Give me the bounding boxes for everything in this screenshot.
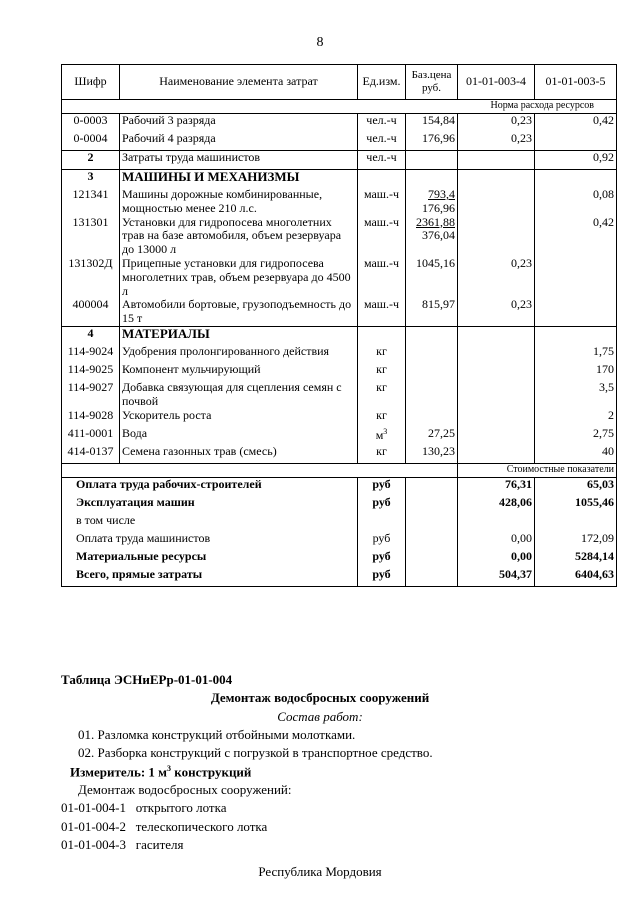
row-name: Машины дорожные комбинированные, мощностью менее 210 л.с.: [120, 188, 358, 216]
cost-empty: [406, 532, 458, 550]
header-col2: 01-01-003-5: [535, 65, 617, 100]
row-col1: [458, 409, 535, 427]
section-norm-label: Норма расхода ресурсов: [62, 100, 617, 114]
row-code: 411-0001: [62, 427, 120, 445]
row-price: [406, 409, 458, 427]
row-col2: 0,42: [535, 216, 617, 257]
row-price: [406, 151, 458, 170]
row-code: 131301: [62, 216, 120, 257]
cost-col1: 0,00: [458, 550, 535, 568]
row-unit: кг: [358, 445, 406, 464]
cost-col2: [535, 514, 617, 532]
row-price: [406, 170, 458, 189]
table-row: [62, 257, 617, 298]
table-row: [62, 345, 617, 363]
row-col2: [535, 132, 617, 151]
cost-row: [62, 496, 617, 514]
row-col2: 40: [535, 445, 617, 464]
header-unit: Ед.изм.: [358, 65, 406, 100]
header-name: Наименование элемента затрат: [120, 65, 358, 100]
table-row: [62, 151, 617, 170]
row-col1: [458, 381, 535, 409]
row-col1: [458, 445, 535, 464]
row-col2: 0,92: [535, 151, 617, 170]
work-step-2: 02. Разборка конструкций с погрузкой в транспортное средство.: [78, 745, 433, 760]
doc-title: Демонтаж водосбросных сооружений: [210, 690, 430, 705]
row-col1: 0,23: [458, 257, 535, 298]
row-name: Прицепные установки для гидропосева многолетних трав, объем резервуара до 4500 л: [120, 257, 358, 298]
row-col1: 0,23: [458, 114, 535, 133]
work-step-1: 01. Разломка конструкций отбойными молотками.: [78, 727, 356, 742]
item-1-code: 01-01-004-1: [61, 800, 126, 815]
cost-row: [62, 568, 617, 587]
row-unit: $м^3$: [358, 427, 406, 445]
row-price: [406, 363, 458, 381]
cost-col2: 1055,46: [535, 496, 617, 514]
table-row: [62, 132, 617, 151]
measure-suffix: конструкций: [171, 764, 252, 780]
row-col1: 0,23: [458, 132, 535, 151]
row-unit: кг: [358, 409, 406, 427]
cost-col1: 0,00: [458, 532, 535, 550]
row-name: Автомобили бортовые, грузоподъемность до 15 т: [120, 298, 358, 326]
section-cost-label: Стоимостные показатели: [458, 463, 617, 477]
cost-empty: [406, 514, 458, 532]
row-unit: кг: [358, 345, 406, 363]
row-price: 2361,88 376,04: [406, 216, 458, 257]
cost-row: [62, 514, 617, 532]
item-2: [61, 819, 267, 835]
row-name: Затраты труда машинистов: [120, 151, 358, 170]
row-price: 27,25: [406, 427, 458, 445]
item-3-code: 01-01-004-3: [61, 837, 126, 852]
cost-col2: 65,03: [535, 477, 617, 496]
cost-col2: 5284,14: [535, 550, 617, 568]
row-price: 130,23: [406, 445, 458, 464]
table-row: [62, 114, 617, 133]
row-col2: 1,75: [535, 345, 617, 363]
row-name: МАШИНЫ И МЕХАНИЗМЫ: [120, 170, 358, 189]
cost-name: в том числе: [62, 514, 358, 532]
row-code: 114-9027: [62, 381, 120, 409]
row-col1: [458, 188, 535, 216]
header-col1: 01-01-003-4: [458, 65, 535, 100]
cost-col2: 6404,63: [535, 568, 617, 587]
cost-col2: 172,09: [535, 532, 617, 550]
cost-empty: [406, 477, 458, 496]
row-code: 2: [62, 151, 120, 170]
row-code: 114-9024: [62, 345, 120, 363]
footer-region: Республика Мордовия: [258, 864, 382, 879]
header-price: Баз.цена руб.: [406, 65, 458, 100]
row-unit: [358, 326, 406, 345]
cost-col1: 504,37: [458, 568, 535, 587]
item-1: [61, 800, 226, 816]
measure-prefix: Измеритель: 1 м: [70, 764, 168, 780]
row-unit: кг: [358, 381, 406, 409]
item-2-code: 01-01-004-2: [61, 819, 126, 834]
table-row: [62, 216, 617, 257]
row-price: [406, 326, 458, 345]
measure-sup: 3: [167, 764, 172, 773]
cost-col1: 428,06: [458, 496, 535, 514]
item-2-label: телескопического лотка: [135, 819, 268, 834]
row-code: 114-9025: [62, 363, 120, 381]
table-row: [62, 170, 617, 189]
row-price: 793,4 176,96: [406, 188, 458, 216]
row-col1: [458, 170, 535, 189]
row-col2: 2,75: [535, 427, 617, 445]
cost-unit: руб: [358, 550, 406, 568]
row-name: Рабочий 4 разряда: [120, 132, 358, 151]
row-price: 176,96: [406, 132, 458, 151]
cost-unit: руб: [358, 532, 406, 550]
cost-name: Всего, прямые затраты: [62, 568, 358, 587]
row-unit: маш.-ч: [358, 298, 406, 326]
cost-unit: руб: [358, 477, 406, 496]
cost-name: Оплата труда машинистов: [62, 532, 358, 550]
cost-row: [62, 532, 617, 550]
resource-table: [61, 64, 617, 587]
row-col2: 0,08: [535, 188, 617, 216]
row-col1: 0,23: [458, 298, 535, 326]
page-number: 8: [316, 35, 324, 50]
row-code: 400004: [62, 298, 120, 326]
item-1-label: открытого лотка: [135, 800, 227, 815]
table-row: [62, 409, 617, 427]
row-name: Ускоритель роста: [120, 409, 358, 427]
table-row: [62, 363, 617, 381]
doc-subtitle: Состав работ:: [277, 709, 363, 724]
item-3-label: гасителя: [135, 837, 184, 852]
cost-unit: руб: [358, 496, 406, 514]
row-col1: [458, 427, 535, 445]
row-unit: маш.-ч: [358, 216, 406, 257]
row-col1: [458, 216, 535, 257]
table-label: Таблица ЭСНиЕРр-01-01-004: [61, 672, 233, 687]
row-unit: маш.-ч: [358, 257, 406, 298]
row-name: Семена газонных трав (смесь): [120, 445, 358, 464]
section-cost-row: [62, 463, 617, 477]
row-name: МАТЕРИАЛЫ: [120, 326, 358, 345]
row-price: 815,97: [406, 298, 458, 326]
row-code: 3: [62, 170, 120, 189]
cost-empty: [406, 550, 458, 568]
cost-name: Материальные ресурсы: [62, 550, 358, 568]
row-unit: [358, 170, 406, 189]
row-code: 414-0137: [62, 445, 120, 464]
row-code: 4: [62, 326, 120, 345]
table-row: [62, 445, 617, 464]
row-code: 131302Д: [62, 257, 120, 298]
item-3: [61, 837, 184, 853]
row-unit: маш.-ч: [358, 188, 406, 216]
cost-col1: [458, 514, 535, 532]
cost-unit: [358, 514, 406, 532]
row-name: Удобрения пролонгированного действия: [120, 345, 358, 363]
row-unit: чел.-ч: [358, 114, 406, 133]
row-name: Компонент мульчирующий: [120, 363, 358, 381]
row-unit: чел.-ч: [358, 132, 406, 151]
cost-col1: 76,31: [458, 477, 535, 496]
row-col2: [535, 257, 617, 298]
row-code: 114-9028: [62, 409, 120, 427]
table-row: [62, 381, 617, 409]
row-code: 0-0004: [62, 132, 120, 151]
row-name: Вода: [120, 427, 358, 445]
table-row: [62, 326, 617, 345]
row-unit: кг: [358, 363, 406, 381]
header-code: Шифр: [62, 65, 120, 100]
row-code: 121341: [62, 188, 120, 216]
row-col2: [535, 326, 617, 345]
row-col1: [458, 151, 535, 170]
row-col2: [535, 298, 617, 326]
measure-unit: [70, 764, 251, 780]
row-col1: [458, 363, 535, 381]
row-price: [406, 381, 458, 409]
row-col1: [458, 326, 535, 345]
row-price: 1045,16: [406, 257, 458, 298]
table-row: [62, 427, 617, 445]
items-intro: Демонтаж водосбросных сооружений:: [78, 782, 292, 797]
row-col2: 170: [535, 363, 617, 381]
table-row: [62, 188, 617, 216]
table-row: [62, 298, 617, 326]
cost-empty: [406, 568, 458, 587]
row-price: 154,84: [406, 114, 458, 133]
table-header: [62, 65, 617, 100]
cost-row: [62, 550, 617, 568]
row-col2: 0,42: [535, 114, 617, 133]
row-name: Установки для гидропосева многолетних трав на базе автомобиля, объем резервуара до 13000 л: [120, 216, 358, 257]
row-name: Рабочий 3 разряда: [120, 114, 358, 133]
cost-name: Эксплуатация машин: [62, 496, 358, 514]
row-col2: 2: [535, 409, 617, 427]
row-col2: [535, 170, 617, 189]
row-code: 0-0003: [62, 114, 120, 133]
cost-empty: [406, 496, 458, 514]
cost-name: Оплата труда рабочих-строителей: [62, 477, 358, 496]
row-col2: 3,5: [535, 381, 617, 409]
row-col1: [458, 345, 535, 363]
cost-row: [62, 477, 617, 496]
row-unit: чел.-ч: [358, 151, 406, 170]
section-norm-row: [62, 100, 617, 114]
row-name: Добавка связующая для сцепления семян с почвой: [120, 381, 358, 409]
row-price: [406, 345, 458, 363]
cost-unit: руб: [358, 568, 406, 587]
